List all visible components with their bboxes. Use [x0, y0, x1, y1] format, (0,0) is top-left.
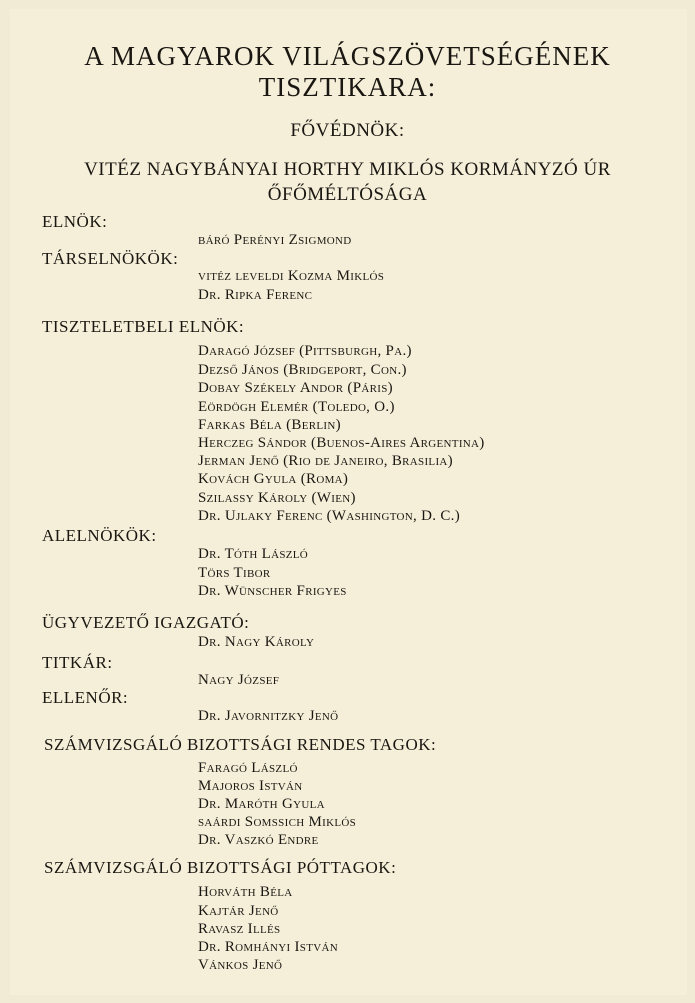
member-managing-director-1: Dr. Nagy Károly — [198, 634, 315, 650]
member-audit-regular-4: saárdi Somssich Miklós — [198, 814, 357, 830]
member-audit-regular-1: Faragó László — [198, 760, 298, 776]
member-audit-regular-2: Majoros István — [198, 778, 303, 794]
section-label-honorary-presidents: TISZTELETBELI ELNÖK: — [42, 317, 245, 336]
member-honorary-3: Dobay Székely Andor (Páris) — [198, 380, 393, 396]
member-auditor-1: Dr. Javornitzky Jenő — [198, 708, 339, 724]
member-audit-substitute-1: Horváth Béla — [198, 884, 293, 900]
member-co-president-2: Dr. Ripka Ferenc — [198, 287, 313, 303]
patron-name-line2: ŐFŐMÉLTÓSÁGA — [267, 184, 428, 205]
member-honorary-5: Farkas Béla (Berlin) — [198, 417, 341, 433]
member-audit-regular-3: Dr. Maróth Gyula — [198, 796, 325, 812]
section-label-co-presidents: TÁRSELNÖKÖK: — [42, 249, 179, 268]
member-secretary-1: Nagy József — [198, 672, 280, 688]
member-audit-substitute-5: Vánkos Jenő — [198, 957, 283, 973]
member-honorary-2: Dezső János (Bridgeport, Con.) — [198, 362, 407, 378]
member-honorary-8: Kovách Gyula (Roma) — [198, 471, 349, 487]
member-audit-substitute-3: Ravasz Illés — [198, 921, 281, 937]
document-title-line1: A MAGYAROK VILÁGSZÖVETSÉGÉNEK — [84, 41, 611, 71]
member-audit-substitute-2: Kajtár Jenő — [198, 903, 279, 919]
patron-name-line1: VITÉZ NAGYBÁNYAI HORTHY MIKLÓS KORMÁNYZÓ ÚR — [84, 159, 611, 180]
document-title-line2: TISZTIKARA: — [258, 72, 437, 102]
member-audit-regular-5: Dr. Vaszkó Endre — [198, 832, 319, 848]
member-vice-president-2: Törs Tibor — [198, 565, 271, 581]
section-label-auditor: ELLENŐR: — [42, 688, 129, 707]
section-label-vice-presidents: ALELNÖKÖK: — [42, 526, 157, 545]
section-label-audit-committee-substitutes: SZÁMVIZSGÁLÓ BIZOTTSÁGI PÓTTAGOK: — [44, 858, 397, 877]
member-co-president-1: vitéz leveldi Kozma Miklós — [198, 268, 385, 284]
member-honorary-9: Szilassy Károly (Wien) — [198, 490, 356, 506]
member-honorary-10: Dr. Ujlaky Ferenc (Washington, D. C.) — [198, 508, 461, 524]
member-honorary-6: Herczeg Sándor (Buenos-Aires Argentina) — [198, 435, 485, 451]
member-honorary-1: Daragó József (Pittsburgh, Pa.) — [198, 343, 412, 359]
section-label-audit-committee-members: SZÁMVIZSGÁLÓ BIZOTTSÁGI RENDES TAGOK: — [44, 735, 437, 754]
section-label-president: ELNÖK: — [42, 212, 108, 231]
section-label-secretary: TITKÁR: — [42, 653, 113, 672]
section-label-managing-director: ÜGYVEZETŐ IGAZGATÓ: — [42, 613, 250, 632]
member-president-1: báró Perényi Zsigmond — [198, 232, 352, 248]
member-vice-president-3: Dr. Wünscher Frigyes — [198, 583, 347, 599]
patron-label: FŐVÉDNÖK: — [290, 120, 405, 141]
member-honorary-7: Jerman Jenő (Rio de Janeiro, Brasilia) — [198, 453, 453, 469]
member-audit-substitute-4: Dr. Romhányi István — [198, 939, 338, 955]
member-vice-president-1: Dr. Tóth László — [198, 546, 309, 562]
member-honorary-4: Eördögh Elemér (Toledo, O.) — [198, 399, 395, 415]
